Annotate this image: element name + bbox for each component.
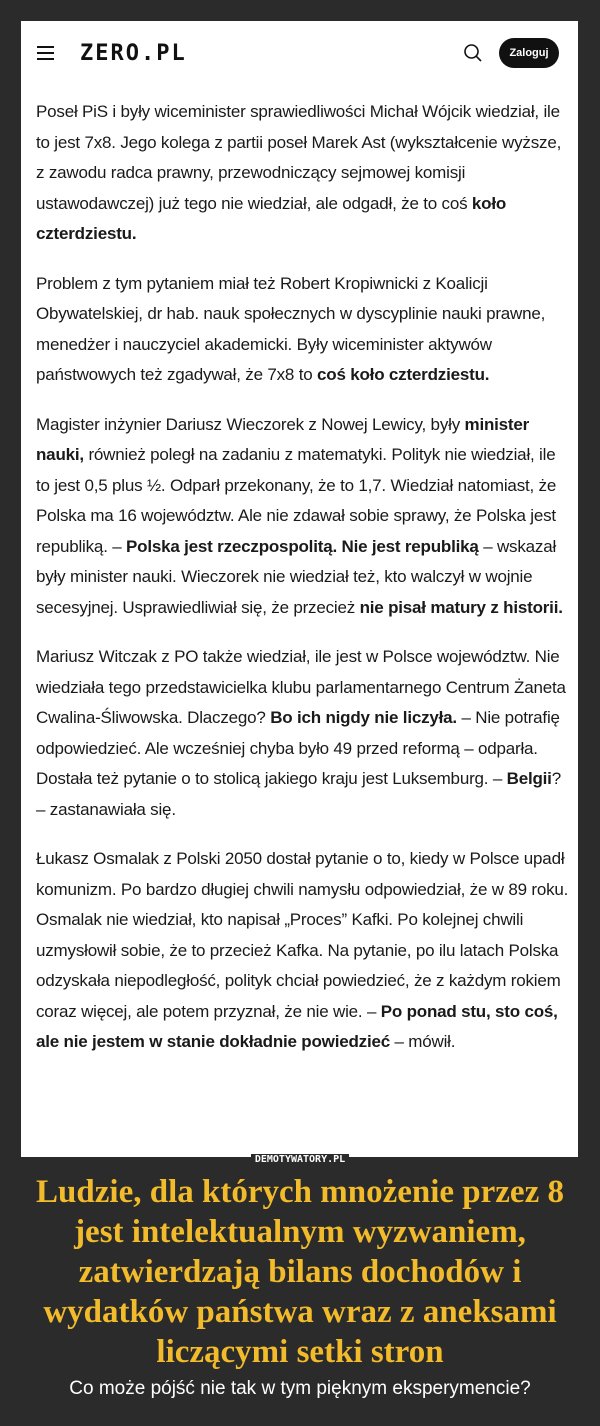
article-paragraph: Magister inżynier Dariusz Wieczorek z Nowej Lewicy, były minister nauki, również poległ na zadaniu z matematyki. Polityk nie wiedział, ile to jest 0,5 plus ½. Odparł przekonany, że to 1,7. Wiedział natomiast, że Polska ma 16 województw. Ale nie zdawał sobie sprawy, że Polska jest republiką. – Polska jest rzeczpospolitą. Nie jest republiką – wskazał były minister nauki. Wieczorek nie wiedział też, kto walczył w wojnie secesyjnej. Usprawiedliwiał się, że przecież nie pisał matury z historii.: [36, 414, 563, 617]
login-button[interactable]: Zaloguj: [499, 38, 559, 68]
watermark: DEMOTYWATORY.PL: [0, 1154, 600, 1165]
site-header: [21, 21, 578, 85]
demotivator-subtitle: Co może pójść nie tak w tym pięknym eksperymencie?: [69, 1378, 531, 1399]
menu-icon[interactable]: [37, 46, 54, 60]
demotivator-title: Ludzie, dla których mnożenie przez 8 jest intelektualnym wyzwaniem, zatwierdzają bilans dochodów i wydatków państwa wraz z aneksami liczącymi setki stron: [36, 1174, 564, 1370]
article-paragraph: Łukasz Osmalak z Polski 2050 dostał pytanie o to, kiedy w Polsce upadł komunizm. Po bardzo długiej chwili namysłu odpowiedział, że w 89 roku. Osmalak nie wiedział, kto napisał „Proces” Kafki. Po kolejnej chwili uzmysłowił sobie, że to przecież Kafka. Na pytanie, po ilu latach Polska odzyskała niepodległość, polityk chciał powiedzieć, że z każdym rokiem coraz więcej, ale potem przyznał, że nie wie. – Po ponad stu, sto coś, ale nie jestem w stanie dokładnie powiedzieć – mówił.: [36, 849, 569, 1051]
search-icon[interactable]: [463, 43, 483, 63]
article-paragraph: Poseł PiS i były wiceminister sprawiedliwości Michał Wójcik wiedział, ile to jest 7x8. Jego kolega z partii poseł Marek Ast (wykształcenie wyższe, z zawodu radca prawny, przewodniczący sejmowej komisji ustawodawczej) już tego nie wiedział, ale odgadł, że to coś koło czterdziestu.: [36, 102, 562, 243]
site-logo[interactable]: ZERO.PL: [80, 41, 187, 66]
article-paragraph: Problem z tym pytaniem miał też Robert Kropiwnicki z Koalicji Obywatelskiej, dr hab. nauk społecznych w dyscyplinie nauki prawne, menedżer i nauczyciel akademicki. Były wiceminister aktywów państwowych też zgadywał, że 7x8 to coś koło czterdziestu.: [36, 273, 546, 384]
screenshot-panel: [21, 21, 578, 1157]
article-paragraph: Mariusz Witczak z PO także wiedział, ile jest w Polsce województw. Nie wiedziała tego przedstawicielka klubu parlamentarnego Centrum Żaneta Cwalina-Śliwowska. Dlaczego? Bo ich nigdy nie liczyła. – Nie potrafię odpowiedzieć. Ale wcześniej chyba było 49 przed reformą – odparła. Dostała też pytanie o to stolicą jakiego kraju jest Luksemburg. – Belgii? – zastanawiała się.: [36, 647, 566, 819]
article-body: [36, 97, 571, 1077]
